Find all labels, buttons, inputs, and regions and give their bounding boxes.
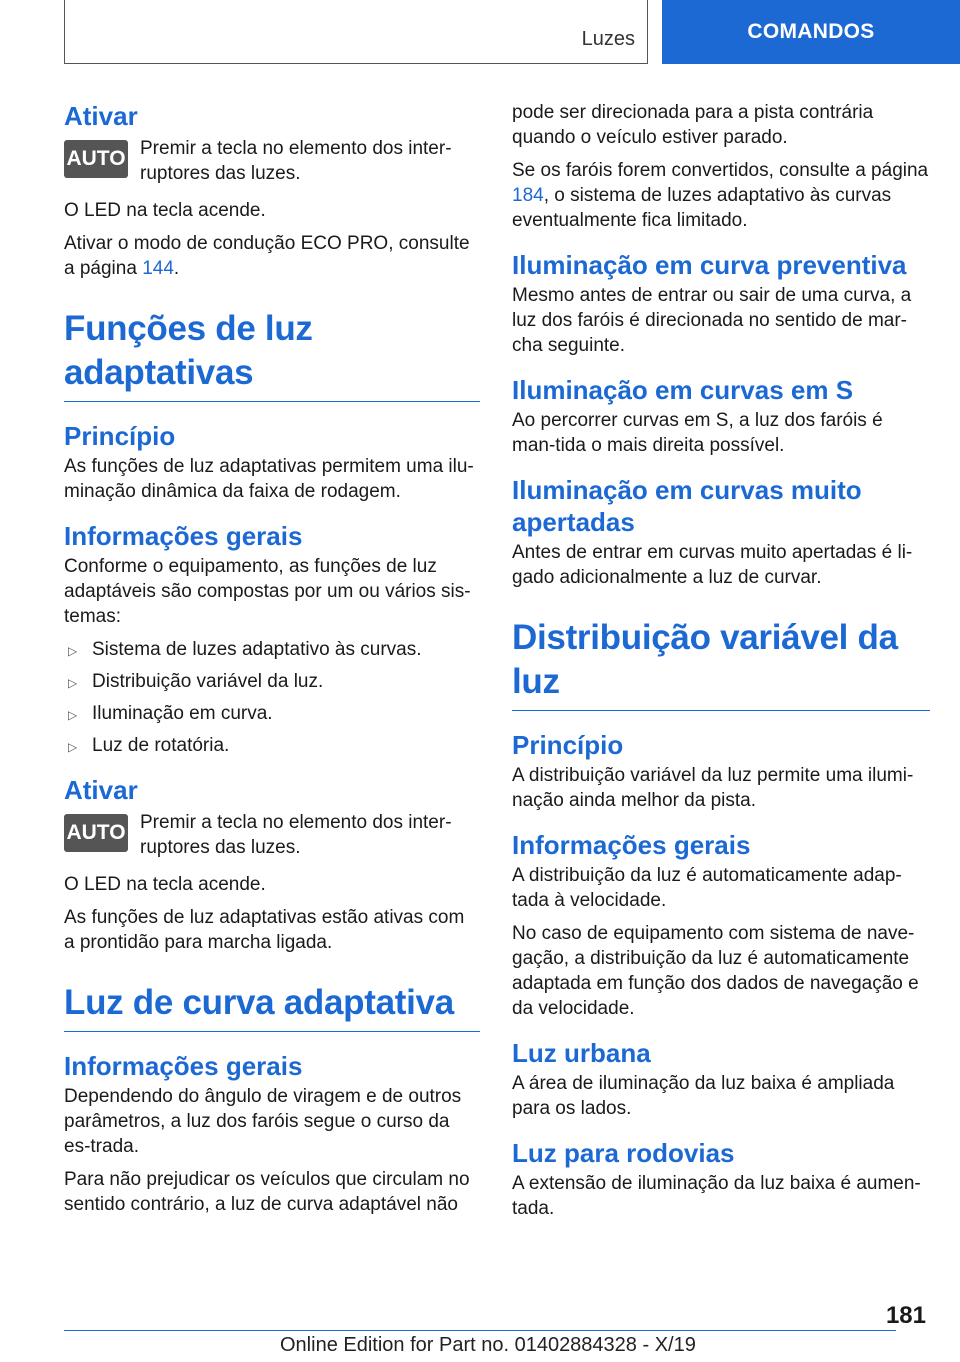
header-tab-commands[interactable]: COMANDOS: [662, 0, 960, 64]
triangle-bullet-icon: ▷: [68, 740, 78, 754]
footer-edition: Online Edition for Part no. 01402884328 - X/19: [280, 1334, 696, 1356]
led-text: O LED na tecla acende.: [64, 200, 266, 221]
triangle-bullet-icon: ▷: [68, 676, 78, 690]
footer-divider: [64, 1330, 896, 1331]
auto-key-icon: AUTO: [64, 814, 128, 852]
adaptive-curve-light-title: Luz de curva adaptativa: [64, 981, 480, 1032]
auto-key-icon: AUTO: [64, 140, 128, 178]
variable-distribution-title: Distribuição variável da luz: [512, 616, 930, 711]
led-text-2: O LED na tecla acende.: [64, 874, 266, 895]
page-link-144[interactable]: 144: [142, 258, 174, 279]
general-info-heading: Informações gerais: [64, 521, 303, 551]
auto-key-row: [64, 136, 480, 186]
general-info-text: Conforme o equipamento, as funções de luz adaptáveis são compostas por um ou vários sis-temas:: [64, 556, 471, 627]
adaptive-systems-list: [64, 637, 480, 758]
curve-general-heading: Informações gerais: [64, 1051, 303, 1081]
triangle-bullet-icon: ▷: [68, 708, 78, 722]
distribution-general-text-2: No caso de equipamento com sistema de nave-gação, a distribuição da luz é automaticamente adaptada em função dos dados de navegação e da velocidade.: [512, 923, 919, 1019]
ativar-heading-2: Ativar: [64, 775, 138, 805]
principle-heading: Princípio: [64, 421, 176, 451]
highway-light-text: A extensão de iluminação da luz baixa é aumen-tada.: [512, 1173, 921, 1219]
distribution-general-text-1: A distribuição da luz é automaticamente adap-tada à velocidade.: [512, 865, 902, 911]
urban-light-text: A área de iluminação da luz baixa é ampliada para os lados.: [512, 1073, 895, 1119]
adaptive-functions-title: Funções de luz adaptativas: [64, 307, 480, 402]
auto-key-text: Premir a tecla no elemento dos inter-ruptores das luzes.: [140, 812, 452, 858]
curve-text-2: Para não prejudicar os veículos que circulam no sentido contrário, a luz de curva adaptável não: [64, 1169, 470, 1215]
list-item: ▷ Iluminação em curva.: [64, 701, 480, 726]
right-column: [512, 100, 930, 1229]
curve-text-1: Dependendo do ângulo de viragem e de outros parâmetros, a luz dos faróis segue o curso da es-trada.: [64, 1086, 462, 1157]
tight-curve-heading: Iluminação em curvas muito apertadas: [512, 475, 862, 537]
left-column: [64, 100, 480, 1225]
header-box: [64, 0, 648, 64]
adaptive-active-text: As funções de luz adaptativas estão ativas com a prontidão para marcha ligada.: [64, 907, 465, 953]
preventive-heading: Iluminação em curva preventiva: [512, 250, 907, 280]
s-curve-heading: Iluminação em curvas em S: [512, 375, 854, 405]
list-item: ▷ Distribuição variável da luz.: [64, 669, 480, 694]
tight-curve-text: Antes de entrar em curvas muito apertadas é li-gado adicionalmente a luz de curvar.: [512, 542, 913, 588]
eco-pro-text: Ativar o modo de condução ECO PRO, consulte a página 144.: [64, 233, 470, 279]
ativar-heading: Ativar: [64, 101, 138, 131]
converted-headlights-text: Se os faróis forem convertidos, consulte a página 184, o sistema de luzes adaptativo às curvas eventualmente fica limitado.: [512, 160, 929, 231]
page-link-184[interactable]: 184: [512, 185, 544, 206]
distribution-general-heading: Informações gerais: [512, 830, 751, 860]
principle-text: As funções de luz adaptativas permitem uma ilu-minação dinâmica da faixa de rodagem.: [64, 456, 474, 502]
highway-light-heading: Luz para rodovias: [512, 1138, 735, 1168]
list-item: ▷ Luz de rotatória.: [64, 733, 480, 758]
distribution-principle-text: A distribuição variável da luz permite uma ilumi-nação ainda melhor da pista.: [512, 765, 914, 811]
auto-key-row-2: [64, 810, 480, 860]
list-item: ▷ Sistema de luzes adaptativo às curvas.: [64, 637, 480, 662]
page-number: 181: [885, 1302, 926, 1329]
preventive-text: Mesmo antes de entrar ou sair de uma curva, a luz dos faróis é direcionada no sentido de mar-cha seguinte.: [512, 285, 912, 356]
header-section-title: Luzes: [581, 28, 635, 50]
triangle-bullet-icon: ▷: [68, 644, 78, 658]
s-curve-text: Ao percorrer curvas em S, a luz dos faróis é man-tida o mais direita possível.: [512, 410, 883, 456]
continued-text: pode ser direcionada para a pista contrária quando o veículo estiver parado.: [512, 102, 874, 148]
urban-light-heading: Luz urbana: [512, 1038, 651, 1068]
distribution-principle-heading: Princípio: [512, 730, 624, 760]
auto-key-text: Premir a tecla no elemento dos inter-ruptores das luzes.: [140, 138, 452, 184]
